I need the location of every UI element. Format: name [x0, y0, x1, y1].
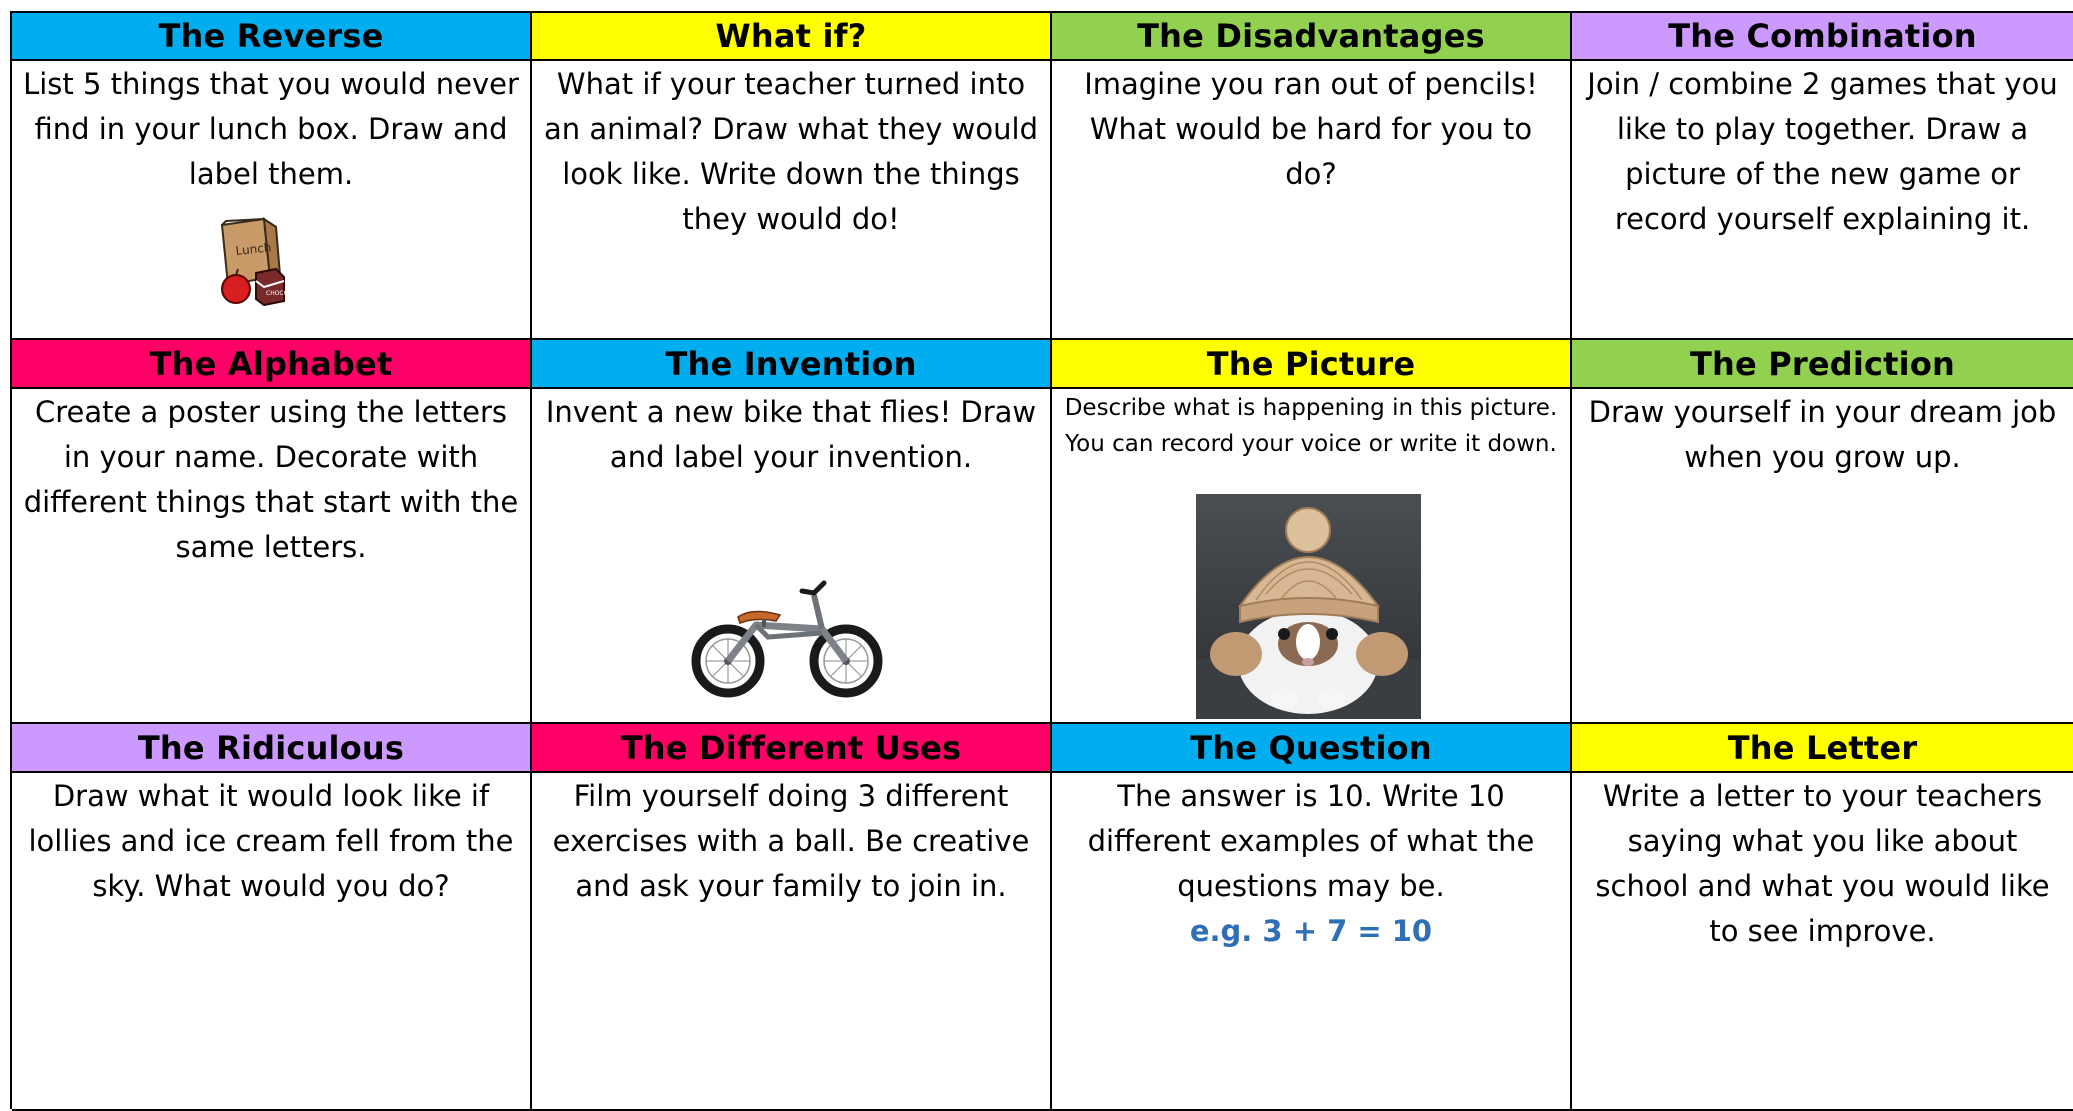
card-header-what-if [532, 13, 1052, 61]
card-header-invention [532, 340, 1052, 389]
card-header-ridiculous [12, 724, 532, 773]
card-text: Write a letter to your teachers saying what you like about school and what you would like to see improve. [1595, 779, 2050, 948]
card-title: The Prediction [1689, 344, 1956, 383]
card-body-ridiculous [12, 773, 532, 1111]
balance-bike-picture [690, 567, 886, 699]
card-body-reverse [12, 61, 532, 340]
card-title: The Ridiculous [137, 728, 405, 767]
card-title: The Disadvantages [1137, 17, 1485, 55]
card-title: The Picture [1206, 344, 1416, 383]
card-text: What if your teacher turned into an animal? Draw what they would look like. Write down the things they would do! [544, 67, 1038, 236]
example-text: e.g. 3 + 7 = 10 [1189, 914, 1433, 948]
card-body-different-uses [532, 773, 1052, 1111]
card-header-question [1052, 724, 1572, 773]
card-body-letter [1572, 773, 2073, 1111]
card-header-reverse [12, 13, 532, 61]
card-title: The Invention [665, 344, 917, 383]
card-body-question [1052, 773, 1572, 1111]
card-body-disadvantages [1052, 61, 1572, 340]
card-header-prediction [1572, 340, 2073, 389]
card-text: Draw what it would look like if lollies and ice cream fell from the sky. What would you do? [28, 779, 514, 903]
bunny-in-hat-photo [1196, 494, 1421, 719]
card-text: Describe what is happening in this picture. You can record your voice or write it down. [1064, 395, 1558, 457]
choice-board-grid [10, 11, 2073, 1109]
card-body-what-if [532, 61, 1052, 340]
card-text: Imagine you ran out of pencils! What would be hard for you to do? [1084, 67, 1538, 191]
lunch-bag-label: Lunch [234, 240, 273, 258]
card-text: Film yourself doing 3 different exercises with a ball. Be creative and ask your family to join in. [552, 779, 1030, 903]
card-text: Create a poster using the letters in your name. Decorate with different things that start with the same letters. [23, 395, 519, 564]
card-body-picture [1052, 389, 1572, 724]
card-header-alphabet [12, 340, 532, 389]
card-text: List 5 things that you would never find in your lunch box. Draw and label them. [23, 67, 519, 191]
card-title: The Reverse [158, 17, 384, 55]
card-header-different-uses [532, 724, 1052, 773]
card-title: The Different Uses [620, 728, 962, 767]
card-text: Join / combine 2 games that you like to play together. Draw a picture of the new game or record yourself explaining it. [1587, 67, 2058, 236]
card-header-letter [1572, 724, 2073, 773]
card-text: Draw yourself in your dream job when you grow up. [1588, 395, 2057, 474]
card-title: The Combination [1668, 17, 1977, 55]
card-title: The Question [1190, 728, 1432, 767]
card-body-invention [532, 389, 1052, 724]
card-text: Invent a new bike that flies! Draw and label your invention. [545, 395, 1037, 474]
card-body-alphabet [12, 389, 532, 724]
card-text: The answer is 10. Write 10 different examples of what the questions may be. [1087, 779, 1535, 903]
milk-label: CHOCO MILK [266, 290, 304, 297]
card-header-picture [1052, 340, 1572, 389]
card-body-combination [1572, 61, 2073, 340]
card-title: What if? [715, 17, 867, 55]
card-title: The Alphabet [149, 344, 393, 383]
lunch-bag-picture [214, 217, 304, 307]
card-header-disadvantages [1052, 13, 1572, 61]
card-title: The Letter [1727, 728, 1918, 767]
card-header-combination [1572, 13, 2073, 61]
card-body-prediction [1572, 389, 2073, 724]
